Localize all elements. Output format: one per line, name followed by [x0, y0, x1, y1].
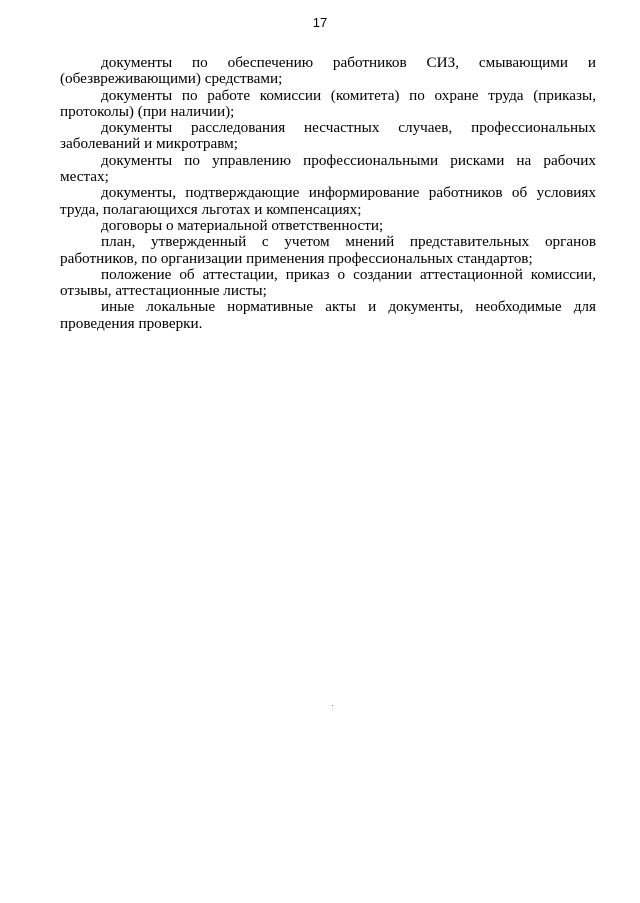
- page-number: 17: [312, 15, 328, 30]
- list-item: договоры о материальной ответственности;: [101, 216, 384, 234]
- list-item: положение об аттестации, приказ о создании аттестационной комиссии, отзывы, аттестационные листы;: [60, 265, 596, 300]
- list-item: документы по обеспечению работников СИЗ, смывающими и (обезвреживающими) средствами;: [60, 54, 596, 88]
- document-body: [60, 55, 596, 332]
- list-item: план, утвержденный с учетом мнений представительных органов работников, по организации применения профессиональных стандартов;: [60, 233, 596, 267]
- list-item: иные локальные нормативные акты и документы, необходимые для проведения проверки.: [60, 298, 596, 332]
- scan-speck: [332, 705, 333, 706]
- list-item: документы, подтверждающие информирование работников об условиях труда, полагающихся льготах и компенсациях;: [60, 184, 596, 218]
- list-item: документы расследования несчастных случаев, профессиональных заболеваний и микротравм;: [60, 119, 596, 153]
- list-item: документы по управлению профессиональными рисками на рабочих местах;: [60, 151, 596, 186]
- list-item: документы по работе комиссии (комитета) по охране труда (приказы, протоколы) (при наличии);: [60, 86, 596, 120]
